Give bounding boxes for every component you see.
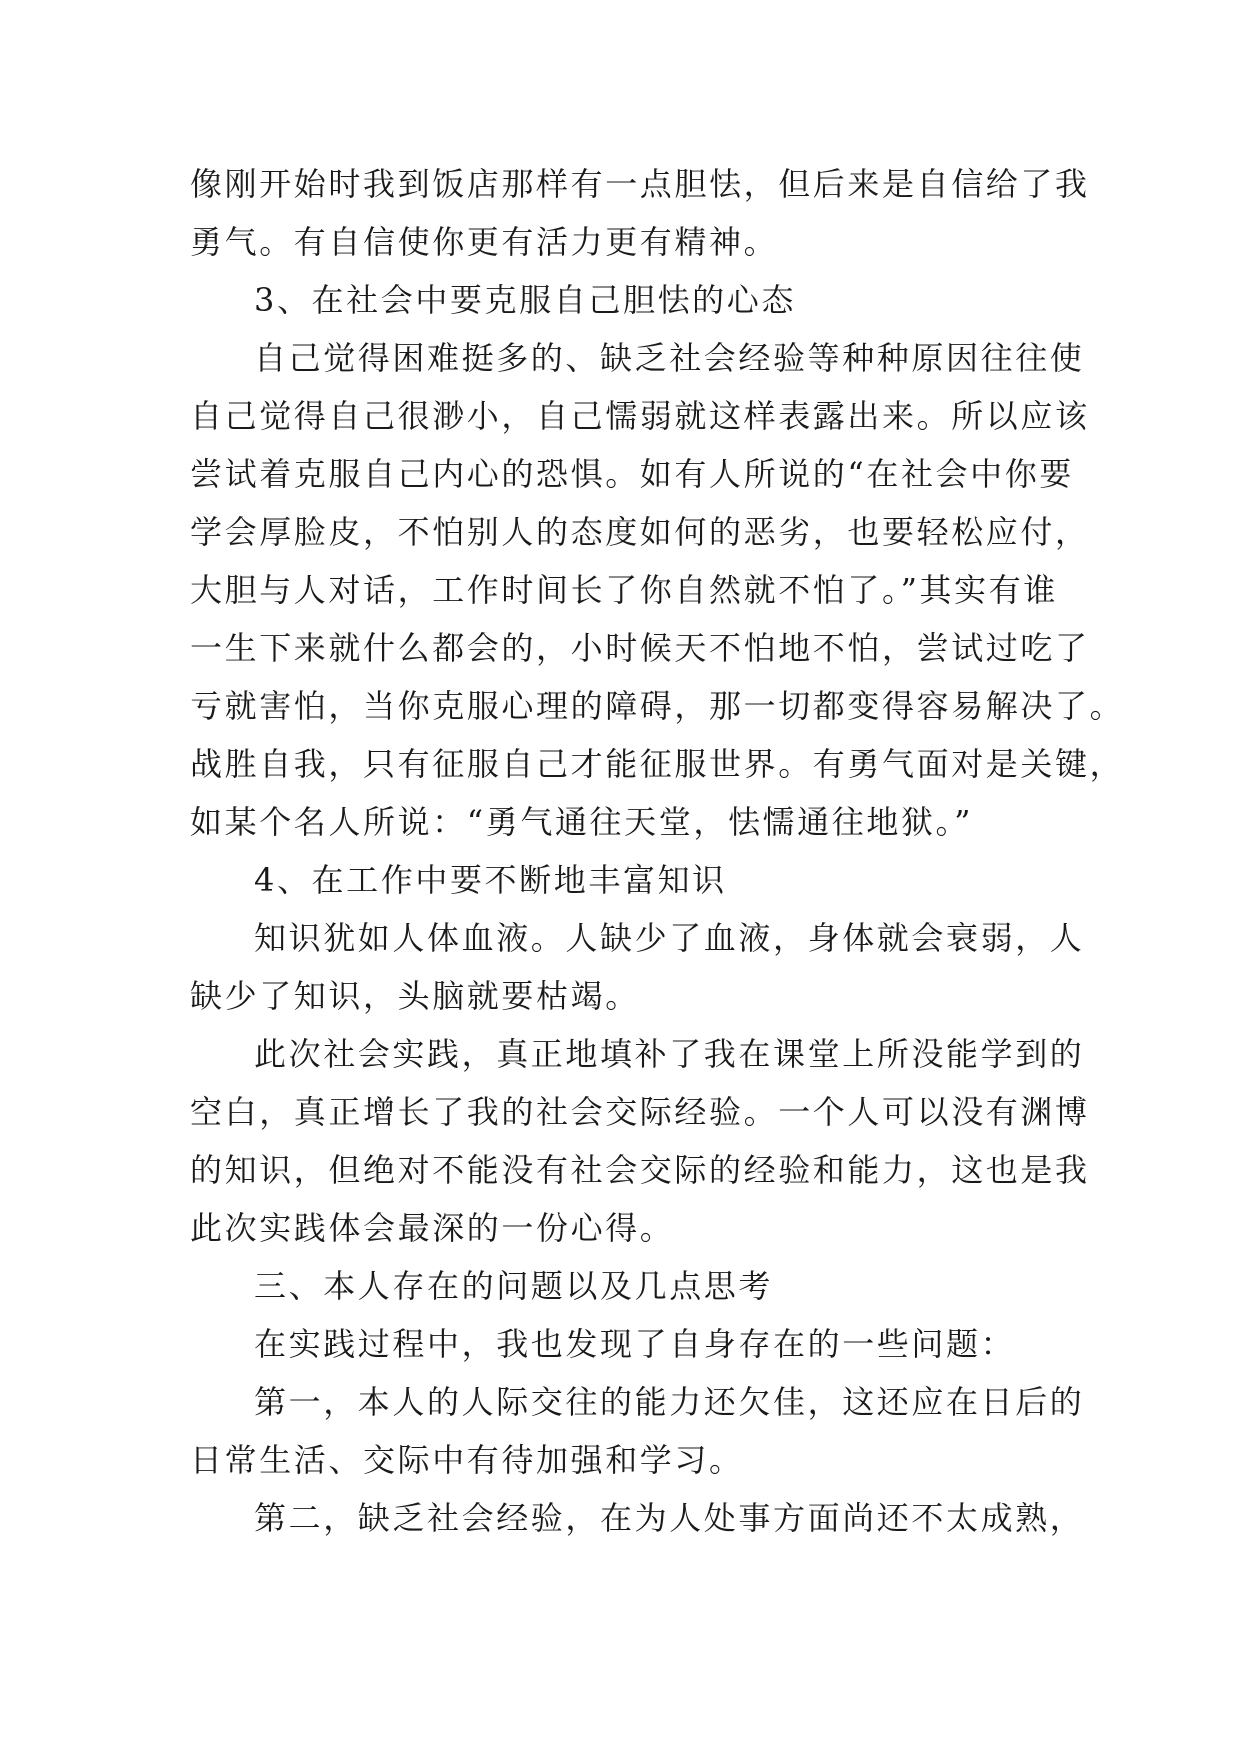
text-line: 学会厚脸皮，不怕别人的态度如何的恶劣，也要轻松应付， xyxy=(190,513,1090,551)
text-line: 第一，本人的人际交往的能力还欠佳，这还应在日后的 xyxy=(254,1383,1085,1421)
text-line: 3、在社会中要克服自己胆怯的心态 xyxy=(254,281,796,319)
text-line: 自己觉得困难挺多的、缺乏社会经验等种种原因往往使 xyxy=(254,339,1085,377)
text-line: 在实践过程中，我也发现了自身存在的一些问题： xyxy=(254,1325,1016,1363)
text-line: 战胜自我，只有征服自己才能征服世界。有勇气面对是关键， xyxy=(190,745,1125,783)
text-line: 三、本人存在的问题以及几点思考 xyxy=(254,1267,774,1305)
text-line: 勇气。有自信使你更有活力更有精神。 xyxy=(190,223,779,261)
text-line: 知识犹如人体血液。人缺少了血液，身体就会衰弱，人 xyxy=(254,919,1085,957)
text-line: 此次社会实践，真正地填补了我在课堂上所没能学到的 xyxy=(254,1035,1085,1073)
text-line: 尝试着克服自己内心的恐惧。如有人所说的“在社会中你要 xyxy=(190,455,1074,493)
text-line: 如某个名人所说：“勇气通往天堂，怯懦通往地狱。” xyxy=(190,803,974,841)
text-line: 像刚开始时我到饭店那样有一点胆怯，但后来是自信给了我 xyxy=(190,165,1090,203)
text-line: 的知识，但绝对不能没有社会交际的经验和能力，这也是我 xyxy=(190,1151,1090,1189)
text-line: 一生下来就什么都会的，小时候天不怕地不怕，尝试过吃了 xyxy=(190,629,1090,667)
text-line: 4、在工作中要不断地丰富知识 xyxy=(254,861,727,899)
text-line: 第二，缺乏社会经验，在为人处事方面尚还不太成熟， xyxy=(254,1499,1085,1537)
text-line: 亏就害怕，当你克服心理的障碍，那一切都变得容易解决了。 xyxy=(190,687,1125,725)
document-body xyxy=(190,155,1125,1547)
text-line: 大胆与人对话，工作时间长了你自然就不怕了。”其实有谁 xyxy=(190,571,1058,609)
text-line: 自己觉得自己很渺小，自己懦弱就这样表露出来。所以应该 xyxy=(190,397,1090,435)
text-line: 日常生活、交际中有待加强和学习。 xyxy=(190,1441,744,1479)
text-line: 此次实践体会最深的一份心得。 xyxy=(190,1209,675,1247)
text-line: 空白，真正增长了我的社会交际经验。一个人可以没有渊博 xyxy=(190,1093,1090,1131)
text-line: 缺少了知识，头脑就要枯竭。 xyxy=(190,977,640,1015)
